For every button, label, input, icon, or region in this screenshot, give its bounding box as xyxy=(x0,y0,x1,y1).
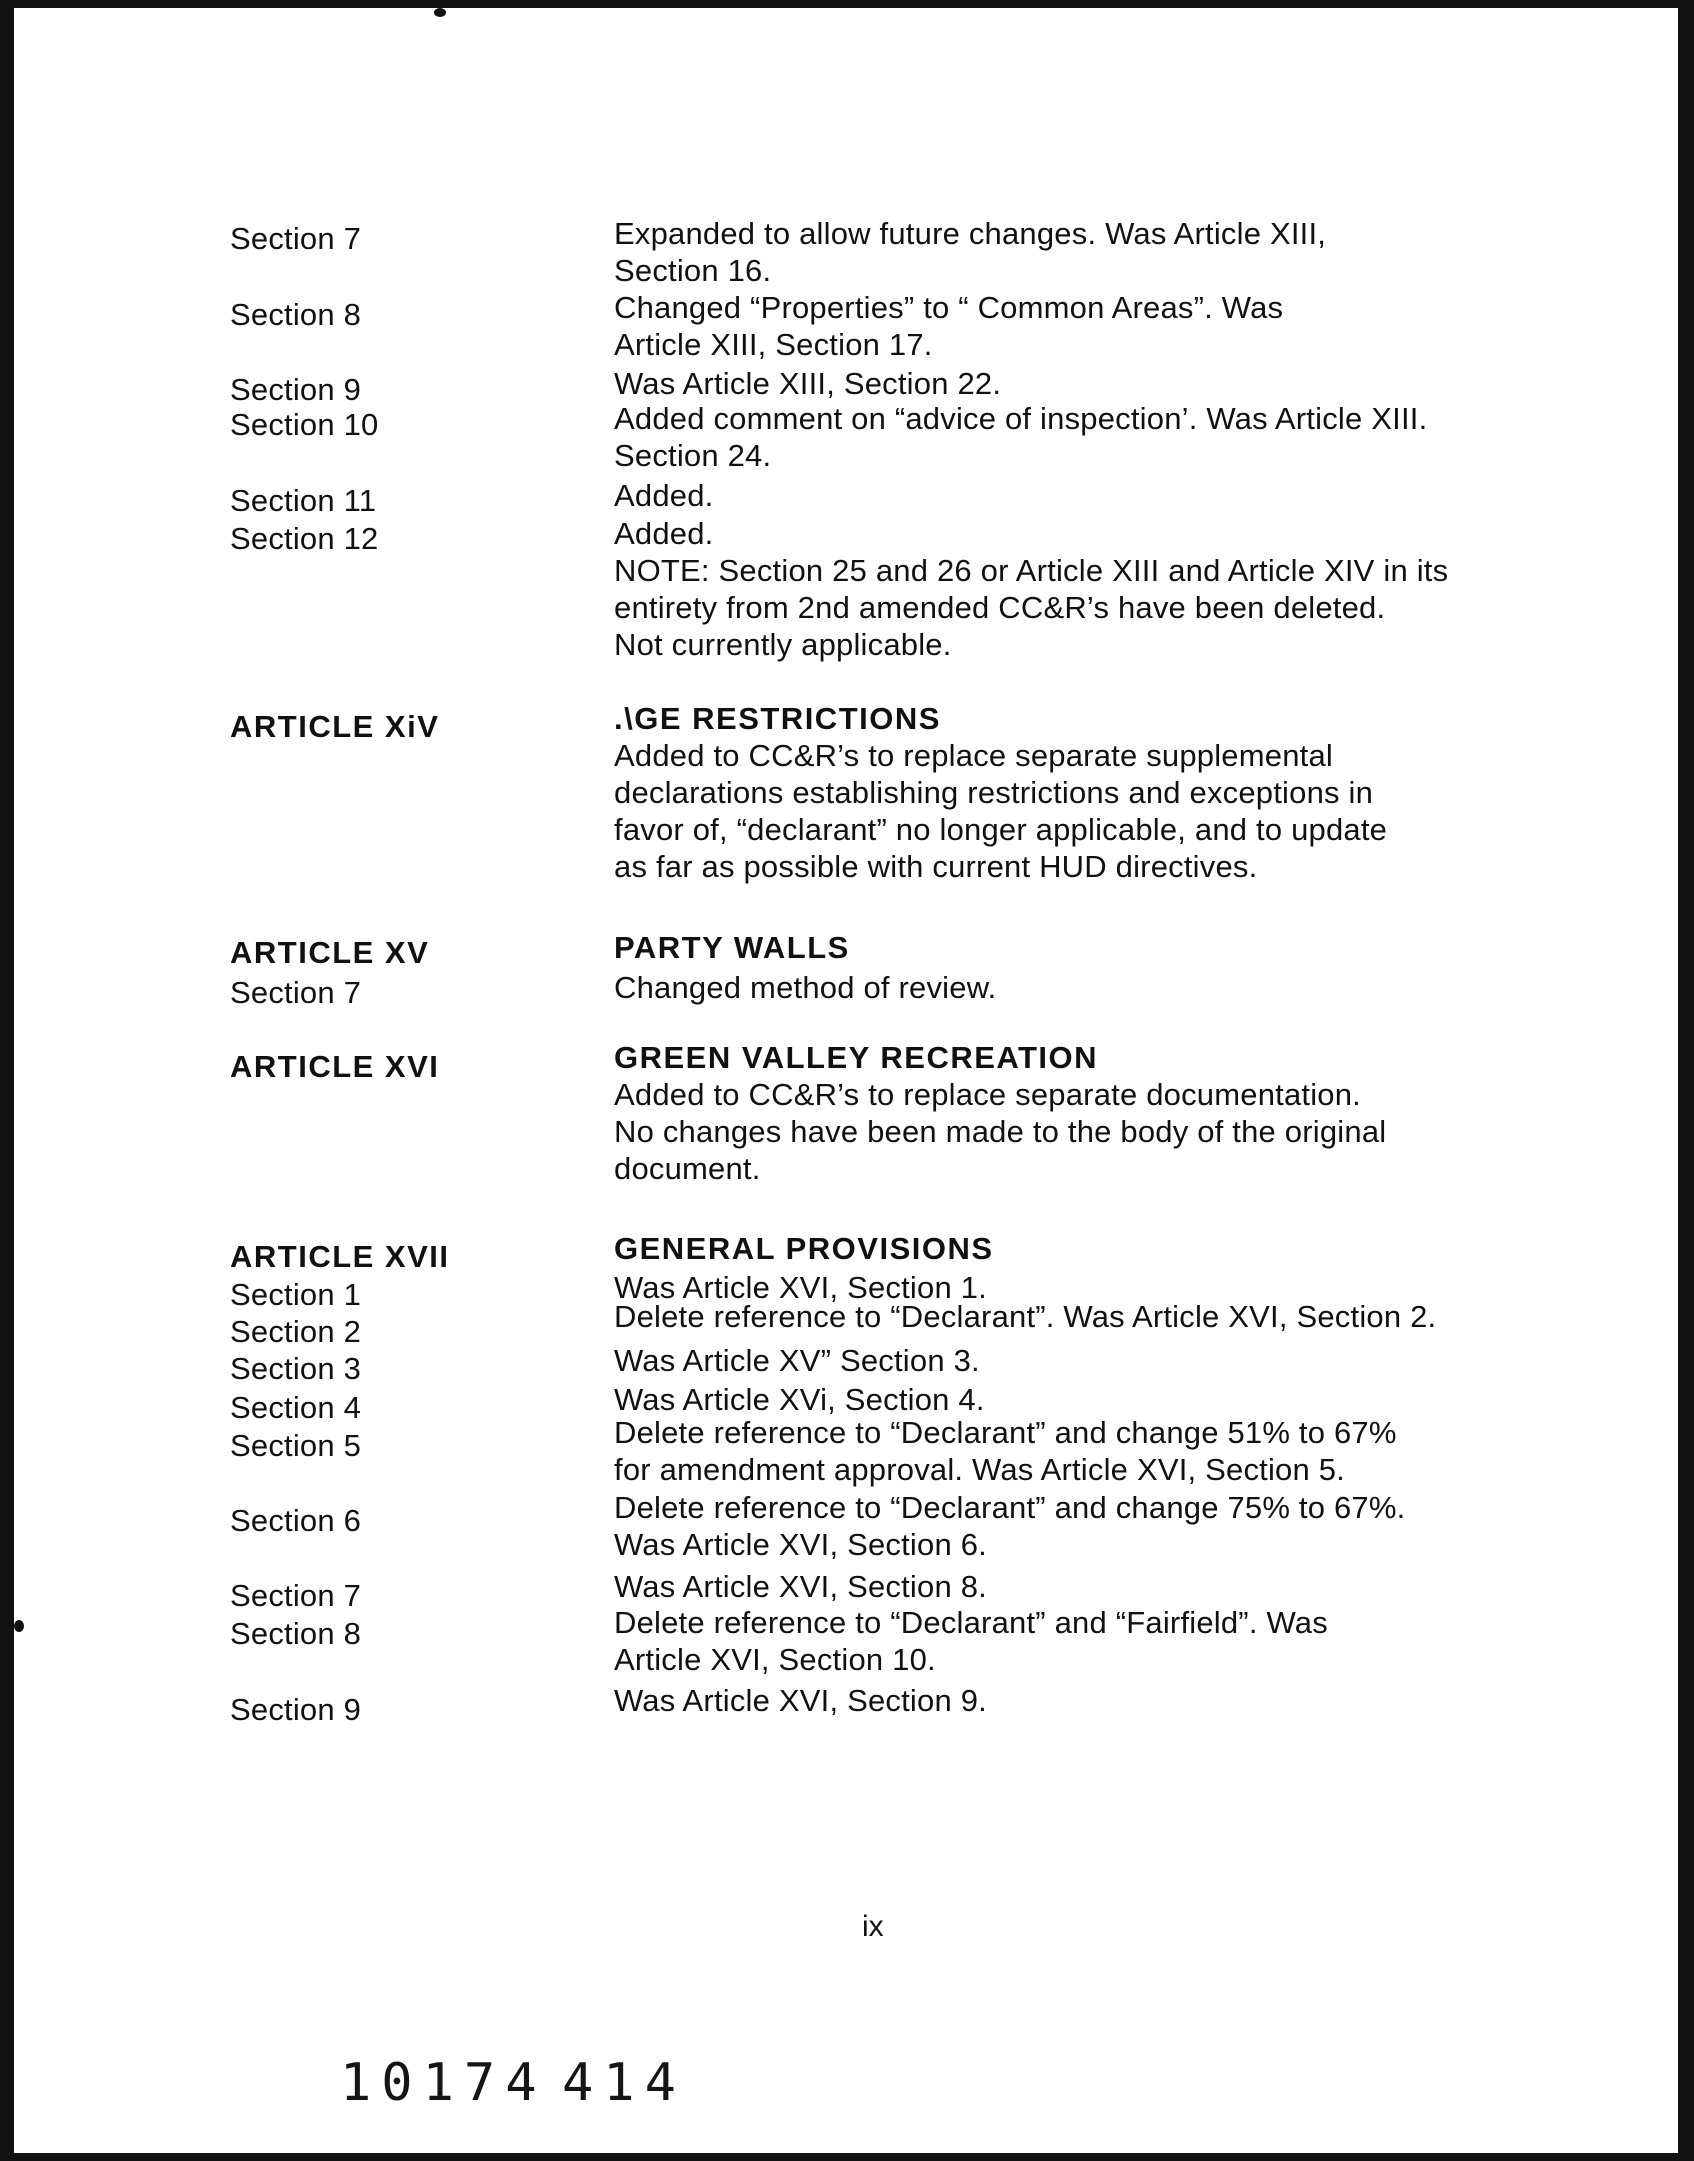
section-label: Section 9 xyxy=(230,1692,362,1727)
article-title: GREEN VALLEY RECREATION xyxy=(614,1040,1099,1075)
section-label: Section 2 xyxy=(230,1314,362,1349)
article-title: GENERAL PROVISIONS xyxy=(614,1231,994,1266)
section-description: Added comment on “advice of inspection’. Was Article XIII. Section 24. xyxy=(614,401,1428,473)
section-description: Was Article XIII, Section 22. xyxy=(614,366,1002,401)
section-label: Section 1 xyxy=(230,1277,362,1312)
article-title: PARTY WALLS xyxy=(614,930,850,965)
section-label: Section 5 xyxy=(230,1428,362,1463)
section-description: Was Article XVI, Section 8. xyxy=(614,1569,987,1604)
section-label: Section 12 xyxy=(230,521,379,556)
section-label: Section 8 xyxy=(230,297,362,332)
section-description: Changed method of review. xyxy=(614,970,997,1005)
section-label: Section 7 xyxy=(230,975,362,1010)
section-label: Section 11 xyxy=(230,483,377,518)
section-label: Section 7 xyxy=(230,1578,362,1613)
section-description: Added. NOTE: Section 25 and 26 or Article XIII and Article XIV in its entirety from 2nd amended CC&R’s have been deleted. Not currently applicable. xyxy=(614,516,1449,662)
article-heading: ARTICLE XV xyxy=(230,935,430,970)
section-label: Section 10 xyxy=(230,407,379,442)
section-label: Section 8 xyxy=(230,1616,362,1651)
section-description: Was Article XVI, Section 1. xyxy=(614,1270,987,1305)
article-title: .\GE RESTRICTIONS xyxy=(614,701,941,736)
section-label: Section 4 xyxy=(230,1390,362,1425)
scan-speck xyxy=(14,1620,24,1632)
section-label: Section 6 xyxy=(230,1503,362,1538)
section-description: Was Article XV” Section 3. xyxy=(614,1343,980,1378)
section-description: Delete reference to “Declarant” and change 75% to 67%. Was Article XVI, Section 6. xyxy=(614,1490,1406,1562)
article-body: .\GE RESTRICTIONS Added to CC&R’s to replace separate supplemental declarations establishing restrictions and exceptions in favor of, “declarant” no longer applicable, and to update as far as possible with current HUD directives. xyxy=(614,700,1514,885)
section-description: Changed “Properties” to “ Common Areas”. Was Article XIII, Section 17. xyxy=(614,290,1284,362)
page-number: ix xyxy=(862,1910,884,1943)
handwritten-number: 10174 xyxy=(340,2053,547,2113)
section-label: Section 3 xyxy=(230,1351,362,1386)
article-heading: ARTICLE XiV xyxy=(230,709,440,744)
section-label: Section 7 xyxy=(230,221,362,256)
document-page xyxy=(14,8,1678,2153)
section-description: Was Article XVI, Section 9. xyxy=(614,1683,987,1718)
article-heading: ARTICLE XVII xyxy=(230,1239,450,1274)
article-heading: ARTICLE XVI xyxy=(230,1049,440,1084)
section-description: Delete reference to “Declarant”. Was Article XVI, Section 2. xyxy=(614,1299,1437,1334)
section-description: Added. xyxy=(614,478,714,513)
scan-speck xyxy=(434,8,446,17)
article-body: GREEN VALLEY RECREATION Added to CC&R’s to replace separate documentation. No changes have been made to the body of the original document. xyxy=(614,1039,1514,1187)
section-description: Delete reference to “Declarant” and “Fairfield”. Was Article XVI, Section 10. xyxy=(614,1605,1328,1677)
section-label: Section 9 xyxy=(230,372,362,407)
handwritten-number: 414 xyxy=(562,2053,686,2113)
section-description: Expanded to allow future changes. Was Article XIII, Section 16. xyxy=(614,216,1327,288)
section-description: Delete reference to “Declarant” and change 51% to 67% for amendment approval. Was Article XVI, Section 5. xyxy=(614,1415,1397,1487)
section-description: Was Article XVi, Section 4. xyxy=(614,1382,985,1417)
